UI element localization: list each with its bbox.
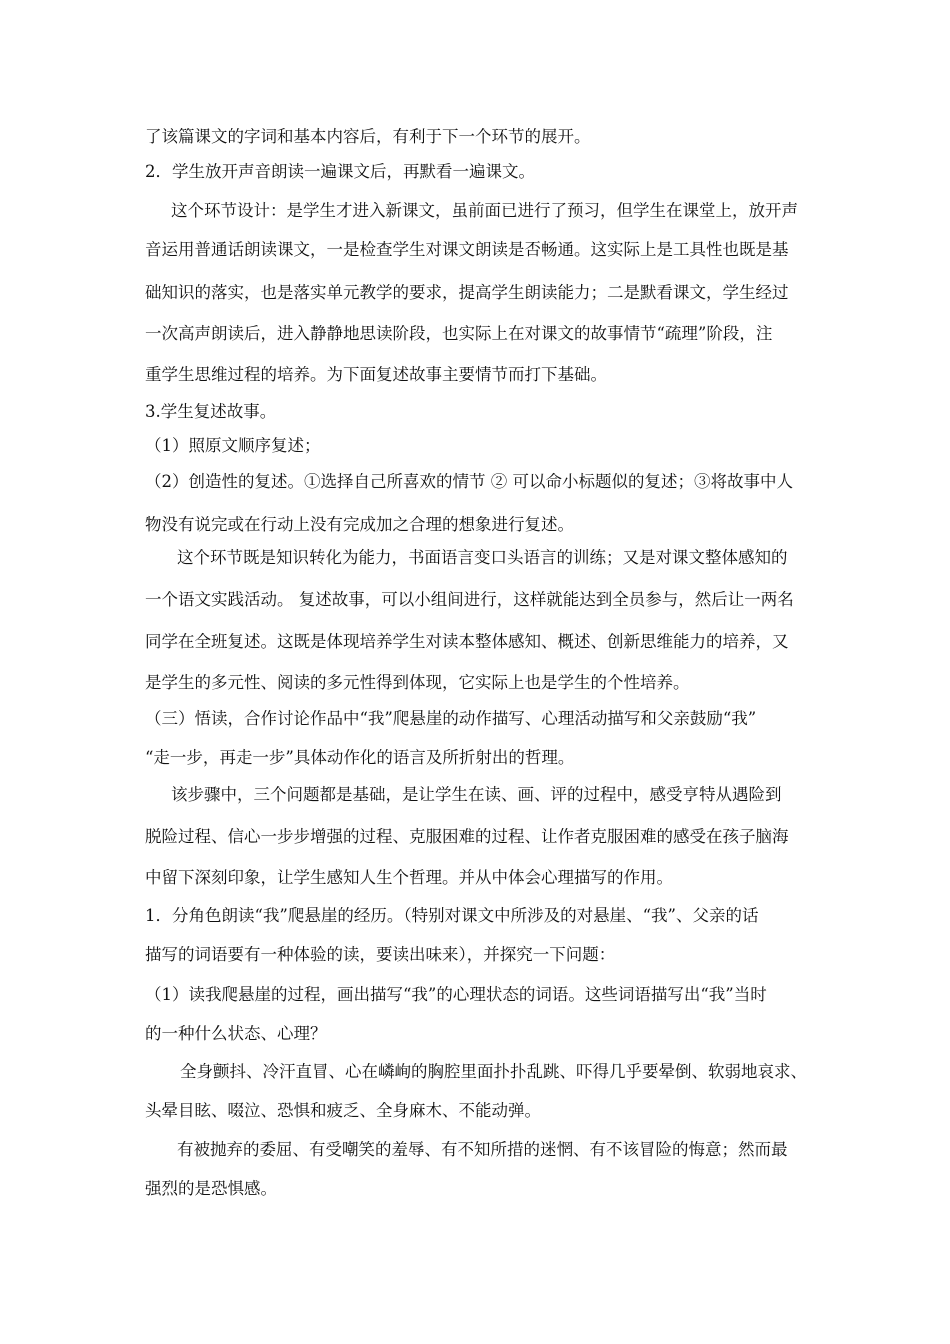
text-line: （1）读我爬悬崖的过程，画出描写“我”的心理状态的词语。这些词语描写出“我”当时: [145, 985, 767, 1004]
text-line: 是学生的多元性、阅读的多元性得到体现，它实际上也是学生的个性培养。: [145, 673, 690, 692]
text-line: 该步骤中，三个问题都是基础，是让学生在读、画、评的过程中，感受亨特从遇险到: [171, 785, 782, 804]
text-line: 同学在全班复述。这既是体现培养学生对读本整体感知、概述、创新思维能力的培养，又: [145, 632, 789, 651]
text-line: 3.学生复述故事。: [145, 402, 277, 421]
text-line: 音运用普通话朗读课文，一是检查学生对课文朗读是否畅通。这实际上是工具性也既是基: [145, 240, 789, 259]
text-line: 脱险过程、信心一步步增强的过程、克服困难的过程、让作者克服困难的感受在孩子脑海: [145, 827, 789, 846]
text-line: 全身颤抖、冷汗直冒、心在嶙峋的胸腔里面扑扑乱跳、吓得几乎要晕倒、软弱地哀求、: [180, 1062, 807, 1081]
text-line: 1．分角色朗读“我”爬悬崖的经历。（特别对课文中所涉及的对悬崖、“我”、父亲的话: [145, 906, 759, 925]
text-line: 重学生思维过程的培养。为下面复述故事主要情节而打下基础。: [145, 365, 607, 384]
text-line: 2．学生放开声音朗读一遍课文后，再默看一遍课文。: [145, 162, 535, 181]
text-line: 描写的词语要有一种体验的读，要读出味来），并探究一下问题：: [145, 945, 616, 964]
text-line: 的一种什么状态、心理？: [145, 1024, 327, 1043]
text-line: 强烈的是恐惧感。: [145, 1179, 277, 1198]
text-line: 这个环节既是知识转化为能力，书面语言变口头语言的训练；又是对课文整体感知的: [177, 548, 788, 567]
text-line: （1）照原文顺序复述；: [145, 436, 321, 455]
text-line: 有被抛弃的委屈、有受嘲笑的羞辱、有不知所措的迷惘、有不该冒险的悔意；然而最: [177, 1140, 788, 1159]
text-line: 一个语文实践活动。 复述故事，可以小组间进行，这样就能达到全员参与，然后让一两名: [145, 590, 794, 609]
text-line: 中留下深刻印象，让学生感知人生个哲理。并从中体会心理描写的作用。: [145, 868, 673, 887]
text-line: 这个环节设计：是学生才进入新课文，虽前面已进行了预习，但学生在课堂上，放开声: [171, 201, 798, 220]
text-line: “走一步，再走一步”具体动作化的语言及所折射出的哲理。: [145, 748, 575, 767]
text-line: 头晕目眩、啜泣、恐惧和疲乏、全身麻木、不能动弹。: [145, 1101, 541, 1120]
text-line: 一次高声朗读后，进入静静地思读阶段，也实际上在对课文的故事情节“疏理”阶段，注: [145, 324, 773, 343]
text-line: （2）创造性的复述。①选择自己所喜欢的情节 ② 可以命小标题似的复述；③将故事中人: [145, 472, 793, 491]
text-line: 物没有说完或在行动上没有完成加之合理的想象进行复述。: [145, 515, 574, 534]
text-line: （三）悟读，合作讨论作品中“我”爬悬崖的动作描写、心理活动描写和父亲鼓励“我”: [145, 709, 757, 728]
text-line: 础知识的落实，也是落实单元教学的要求，提高学生朗读能力；二是默看课文，学生经过: [145, 283, 789, 302]
text-line: 了该篇课文的字词和基本内容后，有利于下一个环节的展开。: [145, 127, 591, 146]
